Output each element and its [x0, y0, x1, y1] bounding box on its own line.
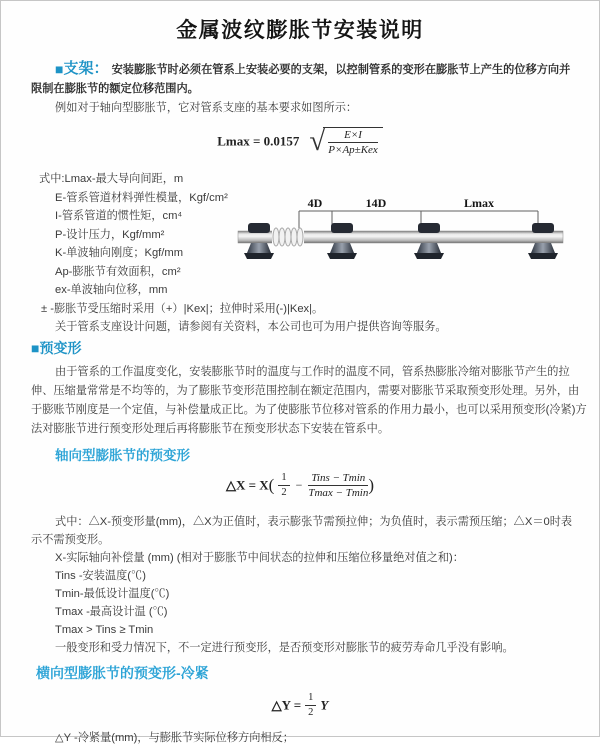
axial-line: Tins -安装温度(℃) [55, 569, 146, 582]
axial-line: 式中：△X-预变形量(mm)，△X为正值时，表示膨张节需预拉伸；为负值时，表示需预压缩；△X＝0时表 [55, 515, 573, 528]
pipe-support-diagram [238, 195, 563, 267]
formula-dy-lhs: △Y = [271, 697, 302, 712]
dim-label-14d: 14D [365, 196, 387, 210]
open-paren: ( [268, 475, 275, 494]
axial-subheading: 轴向型膨胀节的预变形 [55, 447, 190, 463]
predeform-header-label: 预变形 [39, 339, 82, 356]
axial-line: Tmax > Tins ≥ Tmin [55, 623, 154, 636]
support-intro-line2: 限制在膨胀节的额定位移范围内。 [31, 83, 199, 95]
predeform-section-header [31, 339, 569, 360]
formula-dy-rhs: Y [320, 697, 329, 712]
support-example-line: 例如对于轴向型膨胀节，它对管系支座的基本要求如图所示： [55, 102, 358, 114]
support-header-label: 支架： [63, 60, 109, 77]
radical-sign-icon: √ [309, 125, 326, 157]
lateral-definition-line: △Y -冷紧量(mm)，与膨胀节实际位移方向相反； [55, 731, 294, 744]
half-numerator: 1 [305, 692, 316, 706]
support-intro-text1: 安装膨胀节时必须在管系上安装必要的支架，以控制管系的变形在膨胀节上产生的位移方向并 [111, 64, 571, 76]
support-intro-line1 [31, 59, 569, 80]
paragraph-line: 伸、压缩量常常是不均等的，为了膨胀节变形范围控制在额定范围内，需要对膨胀节采取预变形处理。另外，由 [31, 384, 580, 397]
temp-numerator: Tins − Tmin [308, 472, 368, 486]
close-paren: ) [368, 475, 375, 494]
axial-line: 一般变形和受力情况下，不一定进行预变形，是否预变形对膨胀节的疲劳寿命几乎没有影响。 [55, 641, 514, 654]
paragraph-line: 法对膨胀节进行预变形处理后再将膨胀节在预变形状态下安装在管系中。 [31, 422, 390, 435]
dim-label-4d: 4D [307, 196, 323, 210]
var-line: 式中:Lmax-最大导向间距，m [39, 173, 184, 185]
section-square-icon: ■ [55, 60, 64, 77]
var-line: K-单波轴向刚度；Kgf/mm [55, 247, 184, 259]
support-section-header [55, 60, 109, 77]
formula-lmax-numerator: E×I [328, 129, 378, 143]
radical-expression [309, 127, 382, 156]
support-consult-note: 关于管系支座设计问题，请参阅有关资料，本公司也可为用户提供咨询等服务。 [55, 321, 447, 333]
axial-line: Tmin-最低设计温度(℃) [55, 587, 170, 600]
lateral-predeform-formula [31, 692, 569, 722]
temp-denominator: Tmax − Tmin [308, 486, 369, 499]
var-line: Ap-膨胀节有效面积，cm² [55, 265, 181, 278]
var-line: P-设计压力，Kgf/mm² [55, 228, 165, 241]
var-line: E-管系管道材料弹性模量，Kgf/cm² [55, 191, 228, 204]
section-square-icon: ■ [31, 340, 40, 356]
lateral-subheading: 横向型膨胀节的预变形-冷紧 [36, 664, 209, 681]
half-denominator: 2 [281, 486, 287, 498]
paragraph-line: 于膨账节刚度是一个定值，与补偿量成正比。为了使膨胀节位移对管系的作用力最小，也可以采用预变形(冷紧)方 [31, 403, 587, 416]
axial-line: 示不需预变形。 [31, 533, 110, 546]
var-line-plusminus: ± -膨胀节受压缩时采用（+）|Kex|；拉伸时采用(-)|Kex|。 [41, 302, 324, 315]
axial-definitions [31, 513, 573, 657]
var-line: I-管系管道的惯性矩，cm⁴ [55, 210, 183, 222]
paragraph-line: 由于管系的工作温度变化，安装膨胀节时的温度与工作时的温度不同，管系热膨胀冷缩对膨胀节产生的拉 [55, 365, 570, 378]
half-denominator: 2 [308, 706, 314, 718]
axial-line: Tmax -最高设计温 (℃) [55, 605, 168, 618]
dim-label-lmax: Lmax [464, 196, 494, 210]
minus-sign: − [295, 477, 303, 492]
half-numerator: 1 [278, 472, 289, 486]
predeform-paragraph [31, 363, 587, 439]
var-line: ex-单波轴向位移，mm [55, 284, 168, 296]
axial-predeform-formula [31, 472, 569, 506]
page-title: 金属波纹膨胀节安装说明 [176, 19, 424, 42]
bellows-section [272, 228, 304, 246]
guide-spacing-formula [31, 127, 569, 163]
formula-lmax-denominator: P×Ap±Kex [328, 144, 378, 156]
axial-line: X-实际轴向补偿量 (mm) (相对于膨胀节中间状态的拉伸和压缩位移量绝对值之和)： [55, 551, 464, 564]
formula-dx-lhs: △X = X [225, 477, 269, 492]
formula-lmax-lhs: Lmax = 0.0157 [217, 133, 300, 149]
